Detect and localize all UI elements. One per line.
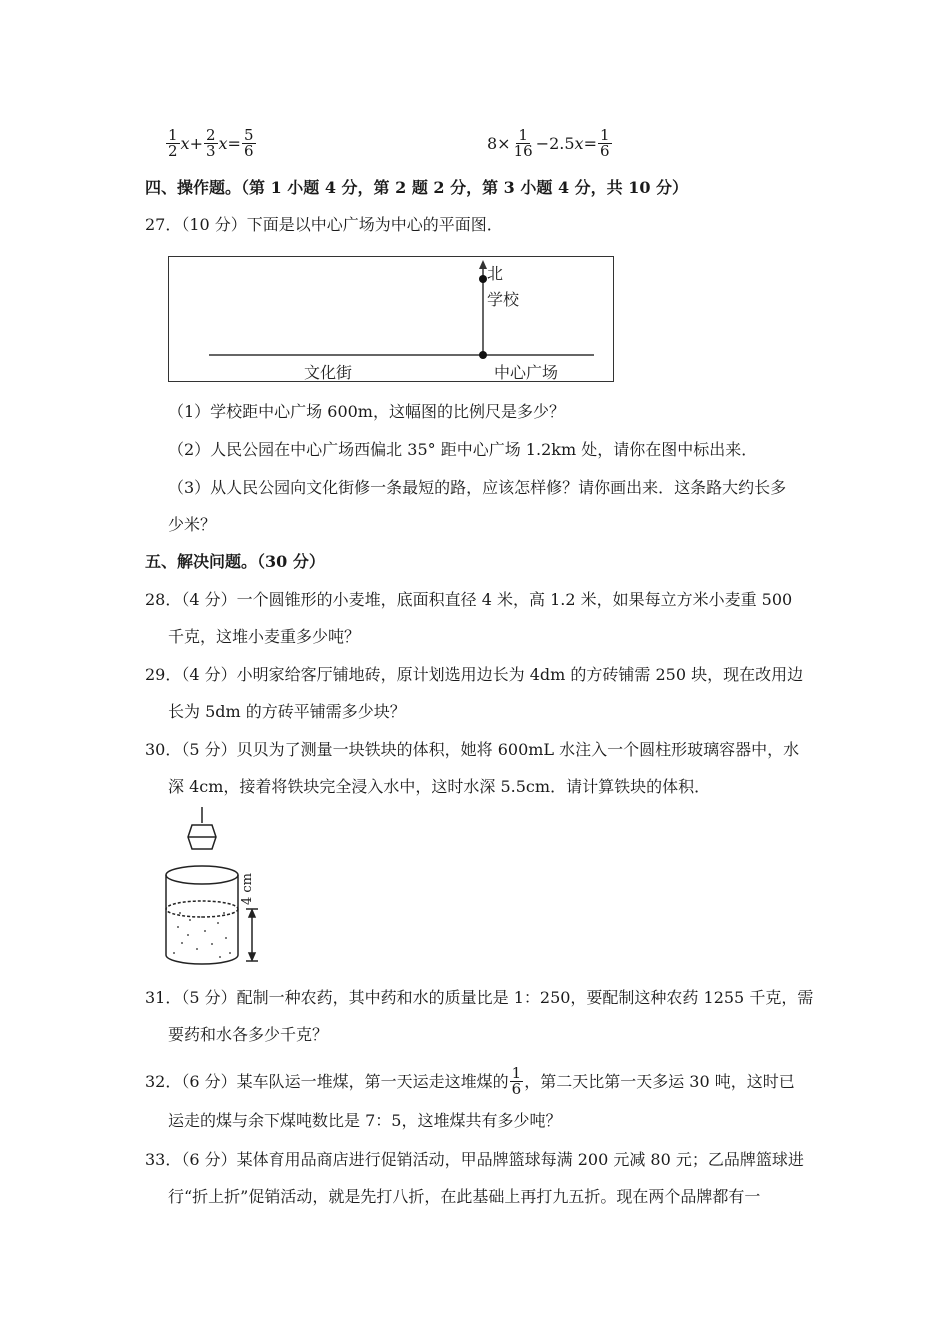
q27-sub3-line2: 少米？	[168, 515, 217, 534]
equation-left: $\frac{1}{2}$ x+ $\frac{2}{3}$ x= $\frac{5}{6}$	[168, 126, 254, 160]
water-surface	[166, 901, 238, 917]
q30-line2: 深 4cm，接着将铁块完全浸入水中，这时水深 5.5cm．请计算铁块的体积．	[168, 777, 711, 796]
q27-sub1: （1）学校距中心广场 600m，这幅图的比例尺是多少？	[168, 402, 565, 421]
fraction: $\frac{5}{6}$	[243, 126, 254, 160]
q33-line2: 行“折上折”促销活动，就是先打八折，在此基础上再打九五折。现在两个品牌都有一	[168, 1187, 761, 1206]
q32-line2: 运走的煤与余下煤吨数比是 7：5，这堆煤共有多少吨？	[168, 1111, 562, 1130]
q27-text: 27．（10 分）下面是以中心广场为中心的平面图．	[145, 215, 503, 234]
north-arrow-icon	[479, 260, 487, 269]
q27-sub3-line1: （3）从人民公园向文化街修一条最短的路，应该怎样修？请你画出来．这条路大约长多	[168, 478, 787, 497]
fraction: $\frac{1}{6}$	[599, 126, 610, 160]
center-dot	[479, 351, 487, 359]
q29-line2: 长为 5dm 的方砖平铺需多少块？	[168, 702, 406, 721]
section4-title: 四、操作题。（第 1 小题 4 分，第 2 题 2 分，第 3 小题 4 分，共 10 分）	[145, 178, 689, 197]
q31-line2: 要药和水各多少千克？	[168, 1025, 329, 1044]
fraction: $\frac{1}{6}$	[511, 1064, 522, 1098]
fraction: $\frac{1}{2}$	[168, 126, 178, 160]
cylinder-figure	[160, 805, 280, 970]
fraction: $\frac{1}{16}$	[513, 126, 533, 160]
school-dot	[479, 275, 487, 283]
q32-line1: 32．（6 分）某车队运一堆煤，第一天运走这堆煤的 $\frac{1}{6}$ ，第二天比第一天多运 30 吨，这时已	[145, 1064, 795, 1098]
street-label: 文化街	[304, 363, 353, 382]
plan-map	[168, 256, 614, 382]
q33-line1: 33．（6 分）某体育用品商店进行促销活动，甲品牌篮球每满 200 元减 80 元；乙品牌篮球进	[145, 1150, 804, 1169]
school-label: 学校	[487, 290, 520, 309]
center-label: 中心广场	[494, 363, 559, 382]
cylinder-top	[166, 866, 238, 884]
equation-right: 8× $\frac{1}{16}$ −2.5 x = $\frac{1}{6}$	[487, 126, 610, 160]
cylinder-height-label: 4 cm	[240, 872, 255, 905]
q30-line1: 30．（5 分）贝贝为了测量一块铁块的体积，她将 600mL 水注入一个圆柱形玻璃容器中，水	[145, 740, 800, 759]
q28-line2: 千克，这堆小麦重多少吨？	[168, 627, 361, 646]
q28-line1: 28．（4 分）一个圆锥形的小麦堆，底面积直径 4 米，高 1.2 米，如果每立方米小麦重 500	[145, 590, 793, 609]
q27-sub2: （2）人民公园在中心广场西偏北 35° 距中心广场 1.2km 处，请你在图中标出来．	[168, 440, 758, 459]
section5-title: 五、解决问题。（30 分）	[145, 552, 325, 571]
cylinder-bottom	[166, 955, 238, 964]
q29-line1: 29．（4 分）小明家给客厅铺地砖，原计划选用边长为 4dm 的方砖铺需 250 块，现在改用边	[145, 665, 804, 684]
q31-line1: 31．（5 分）配制一种农药，其中药和水的质量比是 1：250，要配制这种农药 1255 千克，需	[145, 988, 814, 1007]
fraction: $\frac{2}{3}$	[205, 126, 216, 160]
north-label: 北	[487, 264, 504, 283]
